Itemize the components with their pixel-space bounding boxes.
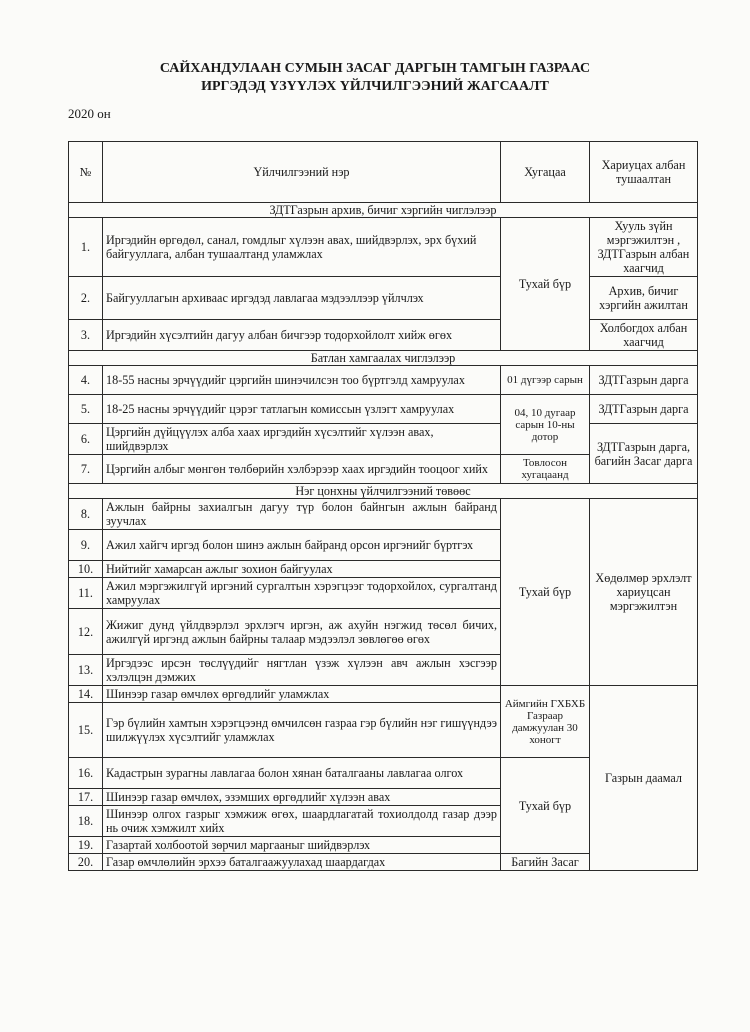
section-one-stop: Нэг цонхны үйлчилгээний төвөөс bbox=[69, 484, 698, 499]
section-row bbox=[69, 203, 698, 218]
table-row bbox=[69, 366, 698, 395]
row-number: 8. bbox=[69, 499, 103, 530]
column-header-term: Хугацаа bbox=[501, 142, 590, 203]
section-row bbox=[69, 484, 698, 499]
service-name: Цэргийн дүйцүүлэх алба хаах иргэдийн хүсэлтийг хүлээн авах, шийдвэрлэх bbox=[103, 424, 501, 455]
responsible-cell: Хууль зүйн мэргэжилтэн , ЗДТГазрын албан хаагчид bbox=[590, 218, 698, 277]
service-name: Шинээр олгох газрыг хэмжиж өгөх, шаардлагатай тохиолдолд газар дээр нь очиж хэмжилт хийх bbox=[103, 806, 501, 837]
row-number: 17. bbox=[69, 789, 103, 806]
row-number: 16. bbox=[69, 758, 103, 789]
service-name: Иргэдийн өргөдөл, санал, гомдлыг хүлээн авах, шийдвэрлэх, эрх бүхий байгууллага, албан тушаалтанд уламжлах bbox=[103, 218, 501, 277]
column-header-responsible: Хариуцах албан тушаалтан bbox=[590, 142, 698, 203]
row-number: 2. bbox=[69, 277, 103, 320]
responsible-cell: Газрын даамал bbox=[590, 686, 698, 871]
service-name: Гэр бүлийн хамтын хэрэгцээнд өмчилсөн газраа гэр бүлийн нэг гишүүндээ шилжүүлэх хүсэлтийг уламжлах bbox=[103, 703, 501, 758]
responsible-cell: Архив, бичиг хэргийн ажилтан bbox=[590, 277, 698, 320]
table-row bbox=[69, 686, 698, 703]
service-name: Нийтийг хамарсан ажлыг зохион байгуулах bbox=[103, 561, 501, 578]
row-number: 13. bbox=[69, 655, 103, 686]
table-row bbox=[69, 424, 698, 455]
row-number: 7. bbox=[69, 455, 103, 484]
responsible-cell: ЗДТГазрын дарга, багийн Засаг дарга bbox=[590, 424, 698, 484]
table-header-row bbox=[69, 142, 698, 203]
column-header-service: Үйлчилгээний нэр bbox=[103, 142, 501, 203]
term-cell: 01 дүгээр сарын bbox=[501, 366, 590, 395]
service-name: Байгууллагын архиваас иргэдэд лавлагаа мэдээллээр үйлчлэх bbox=[103, 277, 501, 320]
service-name: Ажлын байрны захиалгын дагуу түр болон байнгын ажлын байранд зуучлах bbox=[103, 499, 501, 530]
service-name: Ажил хайгч иргэд болон шинэ ажлын байранд орсон иргэнийг бүртгэх bbox=[103, 530, 501, 561]
service-name: Шинээр газар өмчлөх өргөдлийг уламжлах bbox=[103, 686, 501, 703]
service-name: Иргэдийн хүсэлтийн дагуу албан бичгээр тодорхойлолт хийж өгөх bbox=[103, 320, 501, 351]
service-name: Шинээр газар өмчлөх, эзэмших өргөдлийг хүлээн авах bbox=[103, 789, 501, 806]
document-year: 2020 он bbox=[68, 106, 111, 121]
title-line-1: САЙХАНДУЛААН СУМЫН ЗАСАГ ДАРГЫН ТАМГЫН ГАЗРААС bbox=[159, 61, 591, 76]
row-number: 10. bbox=[69, 561, 103, 578]
row-number: 4. bbox=[69, 366, 103, 395]
service-name: Кадастрын зурагны лавлагаа болон хянан баталгааны лавлагаа олгох bbox=[103, 758, 501, 789]
table-row bbox=[69, 395, 698, 424]
service-name: Газартай холбоотой зөрчил маргааныг шийдвэрлэх bbox=[103, 837, 501, 854]
row-number: 14. bbox=[69, 686, 103, 703]
responsible-cell: ЗДТГазрын дарга bbox=[590, 366, 698, 395]
table-row bbox=[69, 277, 698, 320]
responsible-cell: Хөдөлмөр эрхлэлт хариуцсан мэргэжилтэн bbox=[590, 499, 698, 686]
service-name: 18-55 насны эрчүүдийг цэргийн шинэчилсэн тоо бүртгэлд хамруулах bbox=[103, 366, 501, 395]
row-number: 15. bbox=[69, 703, 103, 758]
service-name: Газар өмчлөлийн эрхээ баталгаажуулахад шаардагдах bbox=[103, 854, 501, 871]
section-row bbox=[69, 351, 698, 366]
section-archive: ЗДТГазрын архив, бичиг хэргийн чиглэлээр bbox=[69, 203, 698, 218]
term-cell: 04, 10 дугаар сарын 10-ны дотор bbox=[501, 395, 590, 455]
row-number: 19. bbox=[69, 837, 103, 854]
service-name: Иргэдээс ирсэн төслүүдийг нягтлан үзэж хүлээн авч ажлын хэсгээр хэлэлцэн дэмжих bbox=[103, 655, 501, 686]
row-number: 9. bbox=[69, 530, 103, 561]
document-title bbox=[0, 60, 750, 96]
term-cell: Товлосон хугацаанд bbox=[501, 455, 590, 484]
term-cell: Багийн Засаг bbox=[501, 854, 590, 871]
row-number: 1. bbox=[69, 218, 103, 277]
row-number: 6. bbox=[69, 424, 103, 455]
services-table bbox=[68, 141, 698, 871]
row-number: 3. bbox=[69, 320, 103, 351]
table-row bbox=[69, 320, 698, 351]
service-name: Ажил мэргэжилгүй иргэний сургалтын хэрэгцээг тодорхойлох, сургалтанд хамруулах bbox=[103, 578, 501, 609]
responsible-cell: Холбогдох албан хаагчид bbox=[590, 320, 698, 351]
row-number: 18. bbox=[69, 806, 103, 837]
column-header-number: № bbox=[69, 142, 103, 203]
row-number: 20. bbox=[69, 854, 103, 871]
term-cell: Аймгийн ГХБХБ Газраар дамжуулан 30 хоногт bbox=[501, 686, 590, 758]
term-cell: Тухай бүр bbox=[501, 758, 590, 854]
table-row bbox=[69, 499, 698, 530]
term-cell: Тухай бүр bbox=[501, 218, 590, 351]
title-line-2: ИРГЭДЭД ҮЗҮҮЛЭХ ҮЙЛЧИЛГЭЭНИЙ ЖАГСААЛТ bbox=[201, 79, 549, 94]
service-name: 18-25 насны эрчүүдийг цэрэг татлагын комиссын үзлэгт хамруулах bbox=[103, 395, 501, 424]
row-number: 11. bbox=[69, 578, 103, 609]
service-name: Жижиг дунд үйлдвэрлэл эрхлэгч иргэн, аж ахуйн нэгжид төсөл бичих, ажилгүй иргэнд ажлын байрны талаар мэдээлэл зөвлөгөө өгөх bbox=[103, 609, 501, 655]
responsible-cell: ЗДТГазрын дарга bbox=[590, 395, 698, 424]
service-name: Цэргийн албыг мөнгөн төлбөрийн хэлбэрээр хаах иргэдийн тооцоог хийх bbox=[103, 455, 501, 484]
section-defense: Батлан хамгаалах чиглэлээр bbox=[69, 351, 698, 366]
term-cell: Тухай бүр bbox=[501, 499, 590, 686]
row-number: 12. bbox=[69, 609, 103, 655]
row-number: 5. bbox=[69, 395, 103, 424]
table-row bbox=[69, 218, 698, 277]
